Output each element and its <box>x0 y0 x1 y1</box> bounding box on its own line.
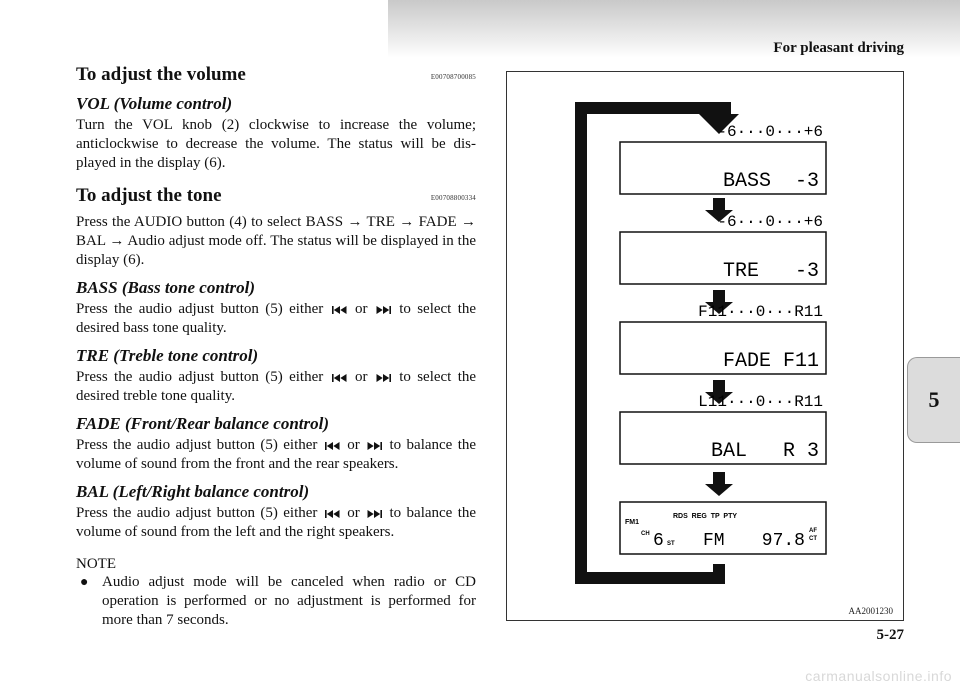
note-bullet-icon: ● <box>80 575 89 590</box>
running-head: For pleasant driving <box>773 40 904 56</box>
vol-text: Turn the VOL knob (2) clockwise to increase the volume; anticlockwise to decrease the volume. The status will be dis-played in the display (6). <box>76 117 476 171</box>
flow-bar-tail <box>713 564 725 584</box>
step-3-display: FADE F11 <box>722 350 819 373</box>
skip-back-icon <box>332 306 347 314</box>
fade-text-b: to balance the volume of sound from the front and the rear speakers. <box>76 437 477 472</box>
watermark: carmanualsonline.info <box>805 668 952 684</box>
chapter-tab[interactable] <box>907 357 960 443</box>
tre-text <box>76 368 476 406</box>
flow-bar-left <box>575 102 587 584</box>
flow-bar-bottom <box>575 572 725 584</box>
radio-frequency: 97.8 <box>761 531 805 551</box>
audio-adjust-figure <box>506 71 904 621</box>
vol-heading: VOL (Volume control) <box>76 94 233 113</box>
flow-bar-top <box>575 102 725 114</box>
note-title: NOTE <box>76 556 116 572</box>
radio-band: FM <box>703 531 725 551</box>
flow-arrow-down-icon <box>705 472 733 496</box>
tone-section-heading <box>76 185 476 207</box>
volume-section-title: To adjust the volume <box>76 64 246 85</box>
step-4-display: BAL R 3 <box>710 440 819 463</box>
text-column <box>76 64 476 630</box>
chapter-tab-number: 5 <box>928 387 940 412</box>
step-1-range: -6···0···+6 <box>717 123 823 141</box>
skip-forward-icon <box>367 510 382 518</box>
skip-forward-icon <box>376 374 391 382</box>
tone-intro: Press the AUDIO button (4) to select BASS → TRE → FADE → BAL → Audio adjust mode off. The status will be displayed in the display (6). <box>76 214 476 268</box>
skip-back-icon <box>332 374 347 382</box>
fade-text-or: or <box>347 437 360 453</box>
radio-af-label: AF <box>809 528 817 534</box>
radio-ch-value: 6 <box>653 531 664 551</box>
skip-forward-icon <box>376 306 391 314</box>
tre-text-a: Press the audio adjust button (5) either <box>76 369 324 385</box>
fade-heading: FADE (Front/Rear balance control) <box>76 414 329 433</box>
step-2-range: -6···0···+6 <box>717 213 823 231</box>
radio-indicators: RDS REG TP PTY <box>673 513 738 520</box>
volume-section-heading <box>76 64 476 86</box>
bass-text-a: Press the audio adjust button (5) either <box>76 301 324 317</box>
tone-section-code: E00708800334 <box>430 194 476 202</box>
bal-text-b: to balance the volume of sound from the left and the right speakers. <box>76 505 477 540</box>
tone-section-title: To adjust the tone <box>76 185 222 206</box>
page-number: 5-27 <box>876 627 904 643</box>
note-item <box>76 573 476 630</box>
step-1-display: BASS -3 <box>722 170 819 193</box>
bass-text-b: to select the desired bass tone quality. <box>76 301 477 336</box>
volume-section-code: E00708700085 <box>430 73 476 81</box>
step-2-display: TRE -3 <box>722 260 819 283</box>
tre-heading: TRE (Treble tone control) <box>76 346 259 365</box>
radio-fm-band: FM1 <box>625 519 639 526</box>
step-4-range: L11···0···R11 <box>698 393 823 411</box>
skip-back-icon <box>325 442 340 450</box>
bal-heading: BAL (Left/Right balance control) <box>76 482 310 501</box>
tre-text-b: to select the desired treble tone quality. <box>76 369 477 404</box>
step-3-range: F11···0···R11 <box>698 303 823 321</box>
radio-ch-label: CH <box>641 531 650 537</box>
bass-text <box>76 300 476 338</box>
figure-diagram <box>507 72 905 622</box>
bal-text <box>76 504 476 542</box>
radio-ct-label: CT <box>809 536 817 542</box>
bass-heading: BASS (Bass tone control) <box>76 278 256 297</box>
figure-code: AA2001230 <box>848 606 893 616</box>
fade-text-a: Press the audio adjust button (5) either <box>76 437 318 453</box>
skip-back-icon <box>325 510 340 518</box>
skip-forward-icon <box>367 442 382 450</box>
bal-text-a: Press the audio adjust button (5) either <box>76 505 318 521</box>
bal-text-or: or <box>347 505 360 521</box>
tre-text-or: or <box>354 369 368 385</box>
radio-st-label: ST <box>667 541 675 547</box>
bass-text-or: or <box>354 301 368 317</box>
note-text: Audio adjust mode will be canceled when radio or CD operation is performed or no adjustment is performed for more than 7 seconds. <box>102 574 476 628</box>
fade-text <box>76 436 476 474</box>
